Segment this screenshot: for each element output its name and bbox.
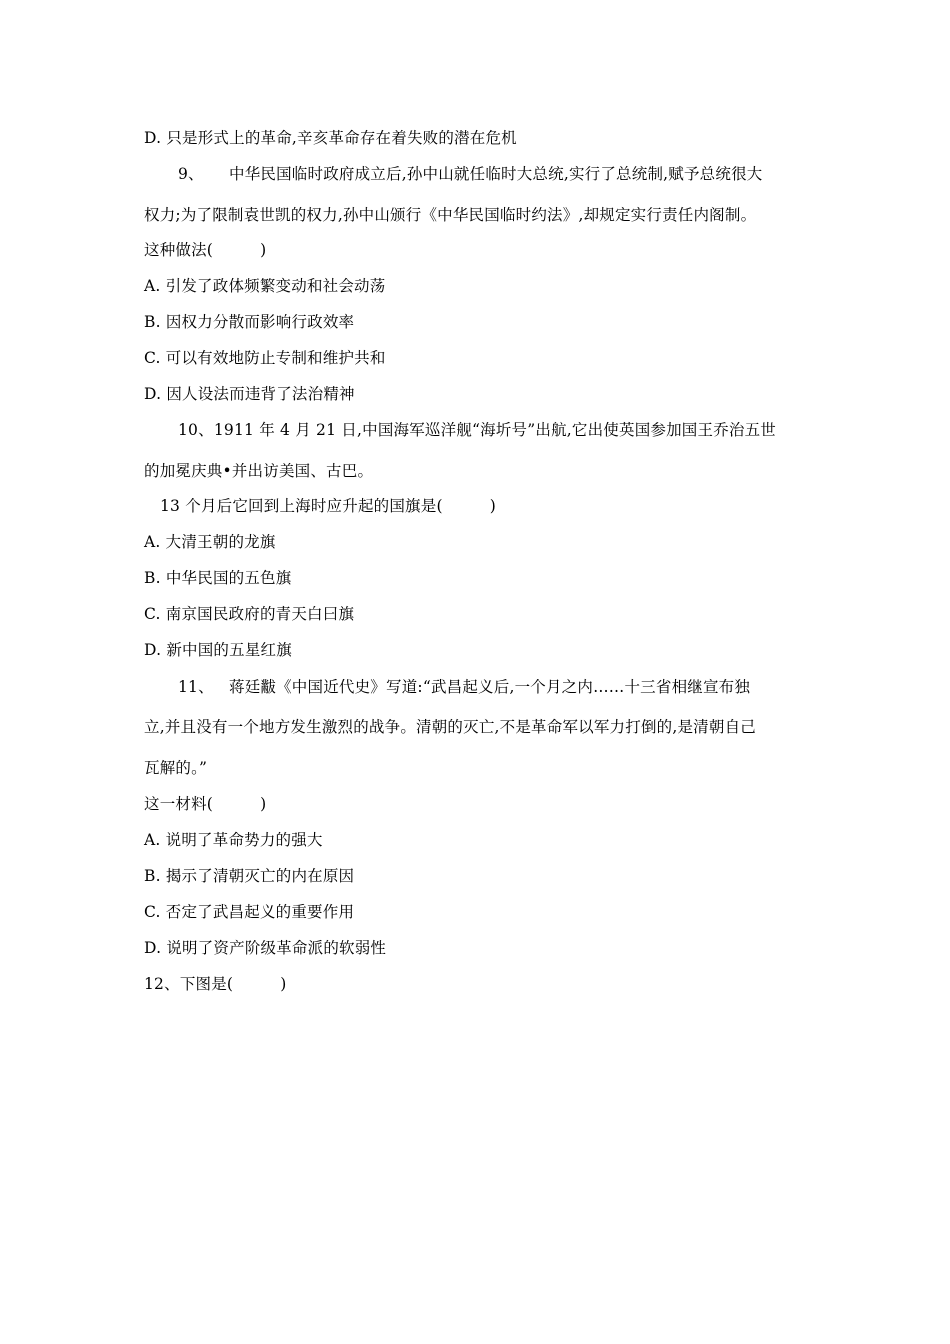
q11-number: 11、	[178, 678, 214, 696]
q11-option-b: B. 揭示了清朝灭亡的内在原因	[144, 867, 355, 885]
q10-option-d: D. 新中国的五星红旗	[144, 641, 292, 659]
q12-stem: 12、下图是( )	[144, 975, 287, 993]
q11-stem-line2: 立,并且没有一个地方发生激烈的战争。清朝的灭亡,不是革命军以军力打倒的,是清朝自己	[144, 718, 756, 736]
q11-stem-line4: 这一材料( )	[144, 795, 267, 813]
q10-option-c: C. 南京国民政府的青天白曰旗	[144, 605, 355, 623]
q9-option-d: D. 因人设法而违背了法治精神	[144, 385, 355, 403]
q9-stem-line3: 这种做法( )	[144, 241, 267, 259]
q11-option-c: C. 否定了武昌起义的重要作用	[144, 903, 355, 921]
q9-stem-line1: 中华民国临时政府成立后,孙中山就任临时大总统,实行了总统制,赋予总统很大	[229, 165, 763, 183]
q8-option-d: D. 只是形式上的革命,辛亥革命存在着失败的潜在危机	[144, 129, 517, 147]
q9-option-b: B. 因权力分散而影响行政效率	[144, 313, 355, 331]
q9-number: 9、	[178, 165, 204, 183]
q10-option-b: B. 中华民国的五色旗	[144, 569, 292, 587]
q10-stem-line3: 13 个月后它回到上海时应升起的国旗是( )	[160, 497, 497, 515]
q11-option-a: A. 说明了革命势力的强大	[144, 831, 323, 849]
q11-stem-line1: 蒋廷黻《中国近代史》写道:“武昌起义后,一个月之内……十三省相继宣布独	[229, 678, 751, 696]
q11-option-d: D. 说明了资产阶级革命派的软弱性	[144, 939, 387, 957]
q9-option-c: C. 可以有效地防止专制和维护共和	[144, 349, 386, 367]
q11-stem-line3: 瓦解的。”	[144, 759, 208, 777]
q10-option-a: A. 大清王朝的龙旗	[144, 533, 276, 551]
q10-stem-line1: 10、1911 年 4 月 21 日,中国海军巡洋舰“海圻号”出航,它出使英国参加国王乔治五世	[178, 421, 776, 439]
q9-option-a: A. 引发了政体频繁变动和社会动荡	[144, 277, 386, 295]
q10-stem-line2: 的加冕庆典•并出访美国、古巴。	[144, 462, 374, 480]
q9-stem-line2: 权力;为了限制袁世凯的权力,孙中山颁行《中华民国临时约法》,却规定实行责任内阁制。	[144, 206, 757, 224]
